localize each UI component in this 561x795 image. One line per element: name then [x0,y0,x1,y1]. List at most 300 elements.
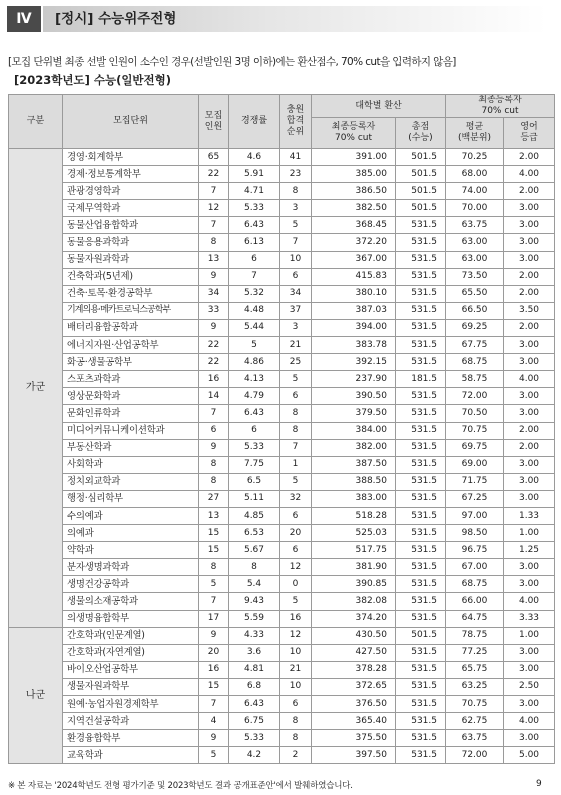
unit-name: 화공·생물공학부 [63,354,199,371]
unit-name: 정치외교학과 [63,473,199,490]
quota: 5 [199,576,229,593]
unit-name: 미디어커뮤니케이션학과 [63,422,199,439]
average-percentile: 74.00 [446,183,504,200]
final-cut-score: 415.83 [312,268,396,285]
english-grade: 2.00 [504,268,555,285]
unit-name: 배터리융합공학과 [63,319,199,336]
competition-rate: 4.33 [229,627,280,644]
final-cut-score: 383.00 [312,490,396,507]
unit-name: 부동산학과 [63,439,199,456]
english-grade: 3.00 [504,661,555,678]
competition-rate: 5.44 [229,319,280,336]
quota: 15 [199,678,229,695]
unit-name: 생물의소재공학과 [63,593,199,610]
waitlist-rank: 25 [280,354,312,371]
average-percentile: 67.75 [446,337,504,354]
unit-name: 경영·회계학부 [63,149,199,166]
final-cut-score: 372.65 [312,678,396,695]
total-score: 531.5 [396,661,446,678]
section-title: [정시] 수능위주전형 [55,11,177,27]
final-cut-score: 392.15 [312,354,396,371]
average-percentile: 63.00 [446,234,504,251]
average-percentile: 64.75 [446,610,504,627]
header-line: (백분위) [457,133,492,143]
english-grade: 3.00 [504,644,555,661]
competition-rate: 6.43 [229,217,280,234]
final-cut-score: 384.00 [312,422,396,439]
total-score: 531.5 [396,422,446,439]
final-cut-score: 397.50 [312,747,396,764]
competition-rate: 4.13 [229,371,280,388]
final-cut-score: 517.75 [312,542,396,559]
competition-rate: 8 [229,559,280,576]
table-row [9,234,555,251]
header-unit: 모집단위 [63,95,199,149]
english-grade: 1.00 [504,627,555,644]
unit-name: 행정·심리학부 [63,490,199,507]
header-line: (수능) [408,133,433,143]
quota: 7 [199,696,229,713]
admission-results-table [8,94,555,764]
total-score: 531.5 [396,302,446,319]
competition-rate: 5.33 [229,439,280,456]
total-score: 501.5 [396,200,446,217]
competition-rate: 5.67 [229,542,280,559]
total-score: 531.5 [396,696,446,713]
competition-rate: 6.43 [229,696,280,713]
final-cut-score: 237.90 [312,371,396,388]
english-grade: 2.50 [504,678,555,695]
waitlist-rank: 32 [280,490,312,507]
average-percentile: 68.00 [446,166,504,183]
waitlist-rank: 6 [280,696,312,713]
english-grade: 2.00 [504,422,555,439]
average-percentile: 70.75 [446,422,504,439]
average-percentile: 77.25 [446,644,504,661]
average-percentile: 65.50 [446,285,504,302]
unit-name: 환경융합학부 [63,730,199,747]
average-percentile: 63.75 [446,730,504,747]
quota: 22 [199,337,229,354]
total-score: 531.5 [396,217,446,234]
english-grade: 3.00 [504,576,555,593]
average-percentile: 70.25 [446,149,504,166]
header-line: 합격 [286,116,305,126]
average-percentile: 67.00 [446,559,504,576]
header-total [396,118,446,149]
table-row [9,730,555,747]
waitlist-rank: 8 [280,422,312,439]
waitlist-rank: 12 [280,559,312,576]
header-line: 모집 [204,110,223,121]
table-row [9,661,555,678]
table-row [9,525,555,542]
unit-name: 지역건설공학과 [63,713,199,730]
competition-rate: 6.13 [229,234,280,251]
waitlist-rank: 2 [280,747,312,764]
english-grade: 3.00 [504,490,555,507]
english-grade: 3.00 [504,456,555,473]
unit-name: 사회학과 [63,456,199,473]
average-percentile: 73.50 [446,268,504,285]
quota: 9 [199,627,229,644]
total-score: 531.5 [396,473,446,490]
final-cut-score: 367.00 [312,251,396,268]
final-cut-score: 390.50 [312,388,396,405]
table-row [9,302,555,319]
unit-name: 경제·정보통계학부 [63,166,199,183]
final-cut-score: 382.08 [312,593,396,610]
english-grade: 4.00 [504,593,555,610]
unit-name: 분자생명과학과 [63,559,199,576]
quota: 14 [199,388,229,405]
unit-name: 영상문화학과 [63,388,199,405]
quota: 8 [199,456,229,473]
table-row [9,319,555,336]
english-grade: 2.00 [504,149,555,166]
table-row [9,713,555,730]
group-label: 나군 [9,627,63,764]
quota: 9 [199,319,229,336]
table-row [9,456,555,473]
english-grade: 1.00 [504,525,555,542]
english-grade: 3.00 [504,696,555,713]
waitlist-rank: 41 [280,149,312,166]
competition-rate: 6 [229,422,280,439]
final-cut-score: 391.00 [312,149,396,166]
waitlist-rank: 21 [280,337,312,354]
notice-text: [모집 단위별 최종 선발 인원이 소수인 경우(선발인원 3명 이하)에는 환산점수, 70% cut을 입력하지 않음] [8,56,456,68]
unit-name: 기계의용·메카트로닉스공학부 [63,302,199,319]
competition-rate: 6.75 [229,713,280,730]
header-univ-conversion: 대학별 환산 [312,95,446,118]
total-score: 531.5 [396,405,446,422]
unit-name: 건축학과(5년제) [63,268,199,285]
total-score: 501.5 [396,149,446,166]
quota: 9 [199,439,229,456]
total-score: 531.5 [396,439,446,456]
total-score: 531.5 [396,285,446,302]
total-score: 531.5 [396,456,446,473]
english-grade: 4.00 [504,713,555,730]
table-row [9,166,555,183]
waitlist-rank: 5 [280,217,312,234]
final-cut-score: 378.28 [312,661,396,678]
header-line: 인원 [204,121,223,132]
table-row [9,610,555,627]
total-score: 181.5 [396,371,446,388]
total-score: 531.5 [396,251,446,268]
total-score: 531.5 [396,507,446,524]
average-percentile: 66.00 [446,593,504,610]
unit-name: 생명건강공학과 [63,576,199,593]
total-score: 531.5 [396,576,446,593]
waitlist-rank: 8 [280,183,312,200]
competition-rate: 5.33 [229,200,280,217]
header-final-registrant [446,95,555,118]
competition-rate: 5.32 [229,285,280,302]
english-grade: 3.00 [504,559,555,576]
competition-rate: 4.79 [229,388,280,405]
waitlist-rank: 6 [280,542,312,559]
english-grade: 3.00 [504,200,555,217]
unit-name: 원예·농업자원경제학부 [63,696,199,713]
section-number: Ⅳ [7,6,41,32]
total-score: 531.5 [396,542,446,559]
waitlist-rank: 1 [280,456,312,473]
unit-name: 국제무역학과 [63,200,199,217]
competition-rate: 4.86 [229,354,280,371]
table-row [9,268,555,285]
average-percentile: 65.75 [446,661,504,678]
english-grade: 2.00 [504,439,555,456]
table-row [9,371,555,388]
average-percentile: 69.00 [446,456,504,473]
quota: 4 [199,713,229,730]
quota: 9 [199,730,229,747]
average-percentile: 63.00 [446,251,504,268]
waitlist-rank: 23 [280,166,312,183]
average-percentile: 70.00 [446,200,504,217]
english-grade: 5.00 [504,747,555,764]
average-percentile: 66.50 [446,302,504,319]
waitlist-rank: 8 [280,405,312,422]
average-percentile: 70.50 [446,405,504,422]
quota: 15 [199,525,229,542]
table-row [9,251,555,268]
average-percentile: 98.50 [446,525,504,542]
table-row [9,354,555,371]
quota: 34 [199,285,229,302]
total-score: 531.5 [396,678,446,695]
competition-rate: 4.2 [229,747,280,764]
total-score: 531.5 [396,490,446,507]
competition-rate: 6.5 [229,473,280,490]
table-row [9,337,555,354]
english-grade: 3.00 [504,730,555,747]
table-row [9,576,555,593]
unit-name: 관광경영학과 [63,183,199,200]
english-grade: 3.00 [504,234,555,251]
header-line: 최종등록자 [331,122,376,132]
header-line: 평균 [465,122,484,132]
total-score: 501.5 [396,627,446,644]
waitlist-rank: 8 [280,713,312,730]
table-row [9,217,555,234]
quota: 8 [199,473,229,490]
final-cut-score: 381.90 [312,559,396,576]
competition-rate: 4.85 [229,507,280,524]
header-line: 순위 [286,127,305,137]
waitlist-rank: 12 [280,627,312,644]
english-grade: 3.33 [504,610,555,627]
quota: 7 [199,217,229,234]
quota: 8 [199,234,229,251]
competition-rate: 7.75 [229,456,280,473]
unit-name: 간호학과(인문계열) [63,627,199,644]
total-score: 531.5 [396,525,446,542]
english-grade: 1.33 [504,507,555,524]
final-cut-score: 372.20 [312,234,396,251]
final-cut-score: 374.20 [312,610,396,627]
unit-name: 의예과 [63,525,199,542]
table-row [9,439,555,456]
english-grade: 4.00 [504,166,555,183]
unit-name: 건축·토목·환경공학부 [63,285,199,302]
footer-note: ※ 본 자료는 '2024학년도 전형 평가기준 및 2023학년도 결과 공개표준안'에서 발췌하였습니다. [8,781,353,791]
table-row [9,627,555,644]
page-number: 9 [536,779,542,789]
final-cut-score: 394.00 [312,319,396,336]
table-row [9,200,555,217]
quota: 17 [199,610,229,627]
final-cut-score: 387.03 [312,302,396,319]
waitlist-rank: 5 [280,473,312,490]
final-cut-score: 375.50 [312,730,396,747]
unit-name: 약학과 [63,542,199,559]
final-cut-score: 382.00 [312,439,396,456]
table-row [9,183,555,200]
competition-rate: 4.48 [229,302,280,319]
table-row [9,747,555,764]
waitlist-rank: 10 [280,678,312,695]
header-line: 등급 [520,133,538,143]
header-average [446,118,504,149]
quota: 13 [199,507,229,524]
table-row [9,678,555,695]
average-percentile: 70.75 [446,696,504,713]
english-grade: 3.50 [504,302,555,319]
total-score: 531.5 [396,319,446,336]
final-cut-score: 376.50 [312,696,396,713]
total-score: 531.5 [396,713,446,730]
competition-rate: 6.43 [229,405,280,422]
competition-rate: 4.81 [229,661,280,678]
waitlist-rank: 5 [280,371,312,388]
total-score: 531.5 [396,593,446,610]
waitlist-rank: 16 [280,610,312,627]
waitlist-rank: 10 [280,251,312,268]
quota: 27 [199,490,229,507]
final-cut-score: 387.50 [312,456,396,473]
total-score: 531.5 [396,559,446,576]
quota: 9 [199,268,229,285]
average-percentile: 96.75 [446,542,504,559]
english-grade: 3.00 [504,354,555,371]
final-cut-score: 518.28 [312,507,396,524]
average-percentile: 71.75 [446,473,504,490]
total-score: 531.5 [396,234,446,251]
unit-name: 스포츠과학과 [63,371,199,388]
english-grade: 1.25 [504,542,555,559]
header-final-cut [312,118,396,149]
table-row [9,559,555,576]
group-label: 가군 [9,149,63,628]
final-cut-score: 379.50 [312,405,396,422]
unit-name: 간호학과(자연계열) [63,644,199,661]
header-english [504,118,555,149]
unit-name: 교육학과 [63,747,199,764]
english-grade: 3.00 [504,251,555,268]
table-row [9,422,555,439]
average-percentile: 62.75 [446,713,504,730]
unit-name: 문화인류학과 [63,405,199,422]
waitlist-rank: 5 [280,593,312,610]
table-row [9,473,555,490]
quota: 16 [199,371,229,388]
total-score: 501.5 [396,183,446,200]
table-row [9,542,555,559]
header-group: 구분 [9,95,63,149]
quota: 12 [199,200,229,217]
waitlist-rank: 6 [280,388,312,405]
table-subtitle: [2023학년도] 수능(일반전형) [14,73,172,87]
competition-rate: 5.33 [229,730,280,747]
competition-rate: 6 [229,251,280,268]
total-score: 531.5 [396,730,446,747]
final-cut-score: 386.50 [312,183,396,200]
total-score: 531.5 [396,268,446,285]
waitlist-rank: 34 [280,285,312,302]
table-row [9,149,555,166]
unit-name: 동물자원과학과 [63,251,199,268]
competition-rate: 6.8 [229,678,280,695]
competition-rate: 5.4 [229,576,280,593]
english-grade: 3.00 [504,473,555,490]
table-row [9,405,555,422]
waitlist-rank: 20 [280,525,312,542]
waitlist-rank: 7 [280,234,312,251]
table-row [9,490,555,507]
unit-name: 동물응용과학과 [63,234,199,251]
unit-name: 의생명융합학부 [63,610,199,627]
competition-rate: 6.53 [229,525,280,542]
average-percentile: 67.25 [446,490,504,507]
competition-rate: 4.6 [229,149,280,166]
english-grade: 4.00 [504,371,555,388]
average-percentile: 68.75 [446,354,504,371]
final-cut-score: 390.85 [312,576,396,593]
average-percentile: 58.75 [446,371,504,388]
waitlist-rank: 0 [280,576,312,593]
quota: 7 [199,593,229,610]
unit-name: 수의예과 [63,507,199,524]
average-percentile: 97.00 [446,507,504,524]
competition-rate: 7 [229,268,280,285]
average-percentile: 69.25 [446,319,504,336]
final-cut-score: 383.78 [312,337,396,354]
competition-rate: 5 [229,337,280,354]
competition-rate: 5.59 [229,610,280,627]
total-score: 531.5 [396,747,446,764]
header-waitlist [280,95,312,149]
table-row [9,388,555,405]
quota: 22 [199,354,229,371]
average-percentile: 63.25 [446,678,504,695]
average-percentile: 72.00 [446,388,504,405]
final-cut-score: 525.03 [312,525,396,542]
average-percentile: 63.75 [446,217,504,234]
header-quota [199,95,229,149]
english-grade: 2.00 [504,319,555,336]
total-score: 531.5 [396,610,446,627]
quota: 16 [199,661,229,678]
waitlist-rank: 7 [280,439,312,456]
waitlist-rank: 37 [280,302,312,319]
average-percentile: 78.75 [446,627,504,644]
quota: 22 [199,166,229,183]
final-cut-score: 382.50 [312,200,396,217]
